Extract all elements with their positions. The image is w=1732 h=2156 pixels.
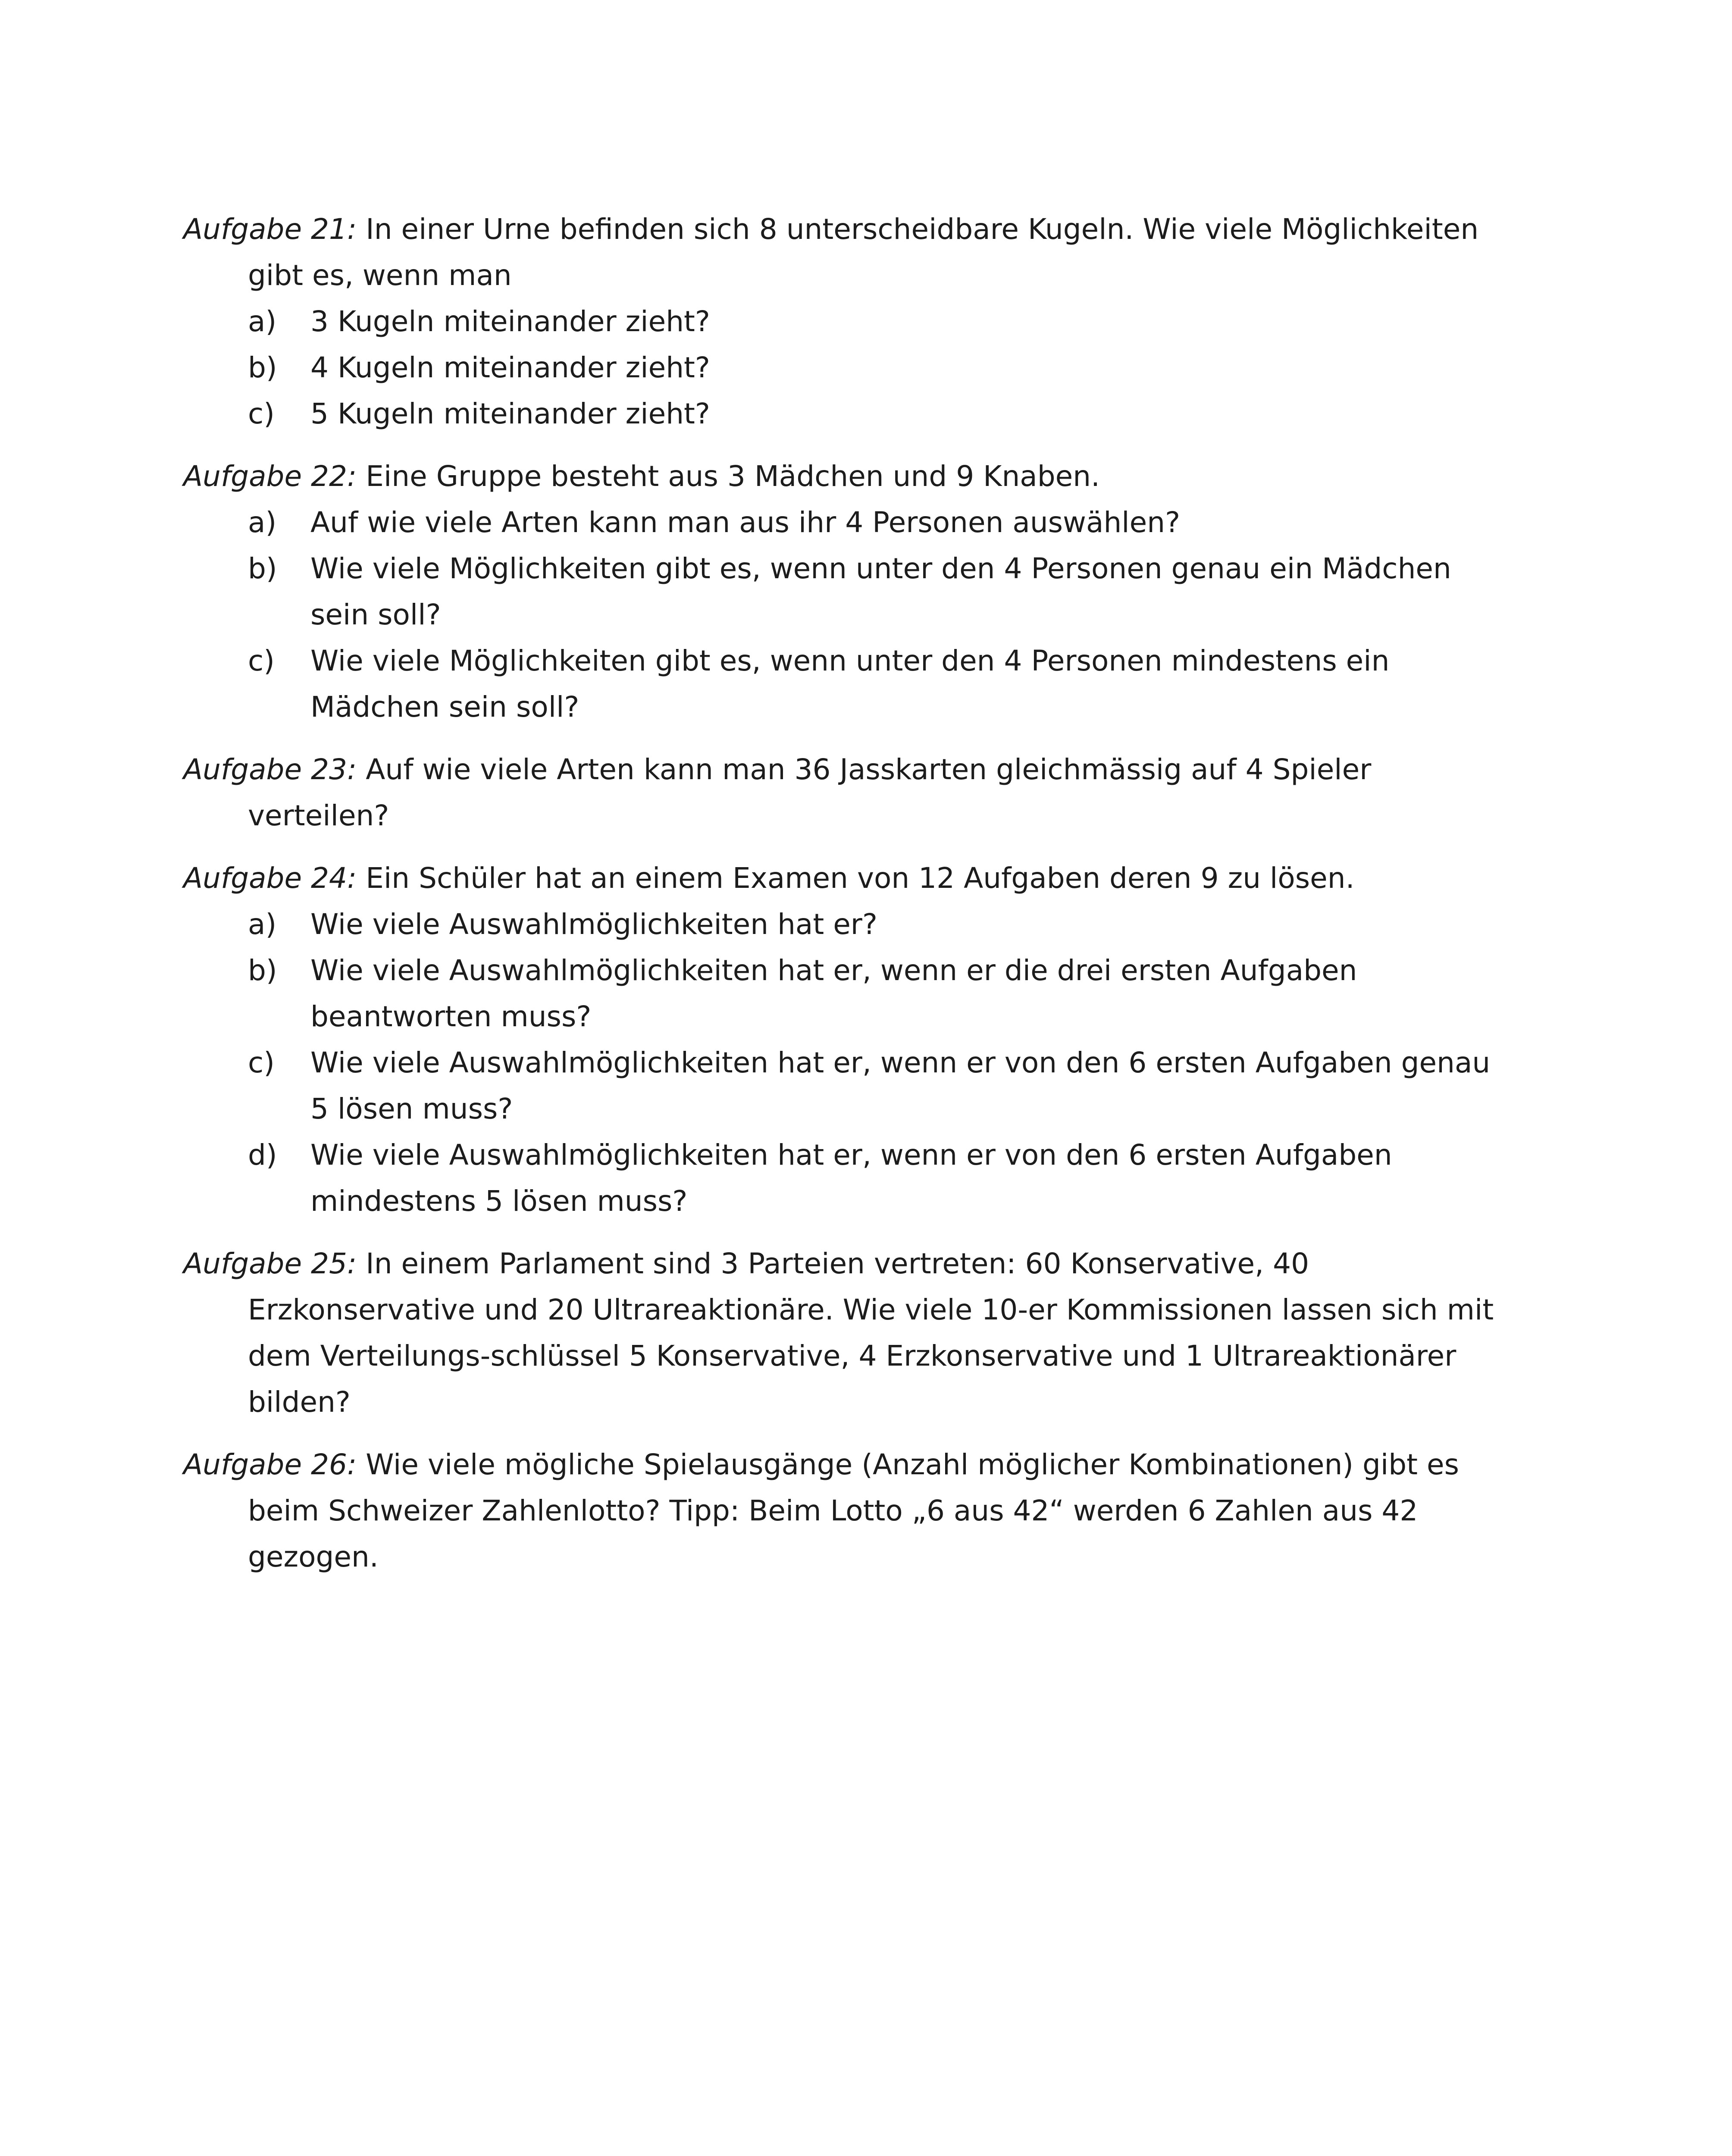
subtask-item bbox=[183, 499, 1494, 545]
task-intro bbox=[183, 453, 1494, 499]
subtask-text: Wie viele Auswahlmöglichkeiten hat er, wenn er die drei ersten Aufgaben beantworten muss? bbox=[310, 954, 1357, 1033]
task-intro bbox=[183, 1442, 1494, 1580]
task-label: Aufgabe 25: bbox=[183, 1247, 357, 1280]
task-label: Aufgabe 22: bbox=[183, 460, 357, 493]
task-text: Eine Gruppe besteht aus 3 Mädchen und 9 Knaben. bbox=[357, 460, 1100, 493]
task-label: Aufgabe 23: bbox=[183, 753, 357, 786]
subtask-item bbox=[183, 638, 1494, 730]
task-22 bbox=[183, 453, 1494, 730]
exercise-list bbox=[183, 206, 1494, 1596]
subtask-item bbox=[183, 545, 1494, 638]
task-23 bbox=[183, 746, 1494, 839]
subtask-letter: b) bbox=[248, 954, 277, 987]
task-text: Ein Schüler hat an einem Examen von 12 Aufgaben deren 9 zu lösen. bbox=[357, 862, 1355, 895]
subtask-item bbox=[183, 947, 1494, 1040]
task-25 bbox=[183, 1241, 1494, 1425]
subtask-text: 4 Kugeln miteinander zieht? bbox=[310, 351, 710, 384]
task-label: Aufgabe 26: bbox=[183, 1448, 357, 1481]
task-text: In einem Parlament sind 3 Parteien vertreten: 60 Konservative, 40 Erzkonservative und 20 Ultrareaktionäre. Wie viele 10-er Kommissionen lassen sich mit dem Verteilungs-schlüssel 5 Konservative, 4 Erzkonservative und 1 Ultrareaktionärer bilden? bbox=[248, 1247, 1494, 1419]
task-text: In einer Urne befinden sich 8 unterscheidbare Kugeln. Wie viele Möglichkeiten gibt es, wenn man bbox=[248, 213, 1479, 292]
subtask-item bbox=[183, 1132, 1494, 1224]
task-text: Auf wie viele Arten kann man 36 Jasskarten gleichmässig auf 4 Spieler verteilen? bbox=[248, 753, 1372, 832]
subtask-letter: a) bbox=[248, 305, 277, 338]
task-text: Wie viele mögliche Spielausgänge (Anzahl möglicher Kombinationen) gibt es beim Schweizer Zahlenlotto? Tipp: Beim Lotto „6 aus 42“ werden 6 Zahlen aus 42 gezogen. bbox=[248, 1448, 1459, 1573]
subtask-item bbox=[183, 901, 1494, 947]
subtask-letter: c) bbox=[248, 1046, 275, 1079]
task-21 bbox=[183, 206, 1494, 437]
subtask-text: Wie viele Möglichkeiten gibt es, wenn unter den 4 Personen genau ein Mädchen sein soll? bbox=[310, 552, 1451, 631]
subtask-letter: c) bbox=[248, 644, 275, 677]
subtask-item bbox=[183, 345, 1494, 391]
task-intro bbox=[183, 1241, 1494, 1425]
subtask-letter: b) bbox=[248, 351, 277, 384]
subtask-text: Wie viele Möglichkeiten gibt es, wenn unter den 4 Personen mindestens ein Mädchen sein soll? bbox=[310, 644, 1390, 724]
subtask-text: Auf wie viele Arten kann man aus ihr 4 Personen auswählen? bbox=[310, 506, 1181, 539]
subtask-letter: a) bbox=[248, 506, 277, 539]
subtask-item bbox=[183, 298, 1494, 345]
subtask-text: 5 Kugeln miteinander zieht? bbox=[310, 397, 710, 430]
subtask-text: 3 Kugeln miteinander zieht? bbox=[310, 305, 710, 338]
subtask-text: Wie viele Auswahlmöglichkeiten hat er? bbox=[310, 908, 877, 941]
subtask-letter: c) bbox=[248, 397, 275, 430]
subtask-letter: a) bbox=[248, 908, 277, 941]
task-intro bbox=[183, 746, 1494, 839]
task-26 bbox=[183, 1442, 1494, 1580]
task-label: Aufgabe 24: bbox=[183, 862, 357, 895]
task-intro bbox=[183, 855, 1494, 901]
task-intro bbox=[183, 206, 1494, 298]
subtask-text: Wie viele Auswahlmöglichkeiten hat er, wenn er von den 6 ersten Aufgaben mindestens 5 lösen muss? bbox=[310, 1138, 1392, 1218]
subtask-text: Wie viele Auswahlmöglichkeiten hat er, wenn er von den 6 ersten Aufgaben genau 5 lösen muss? bbox=[310, 1046, 1491, 1125]
task-24 bbox=[183, 855, 1494, 1224]
task-label: Aufgabe 21: bbox=[183, 213, 357, 246]
subtask-item bbox=[183, 391, 1494, 437]
subtask-letter: b) bbox=[248, 552, 277, 585]
subtask-letter: d) bbox=[248, 1138, 277, 1172]
subtask-item bbox=[183, 1040, 1494, 1132]
